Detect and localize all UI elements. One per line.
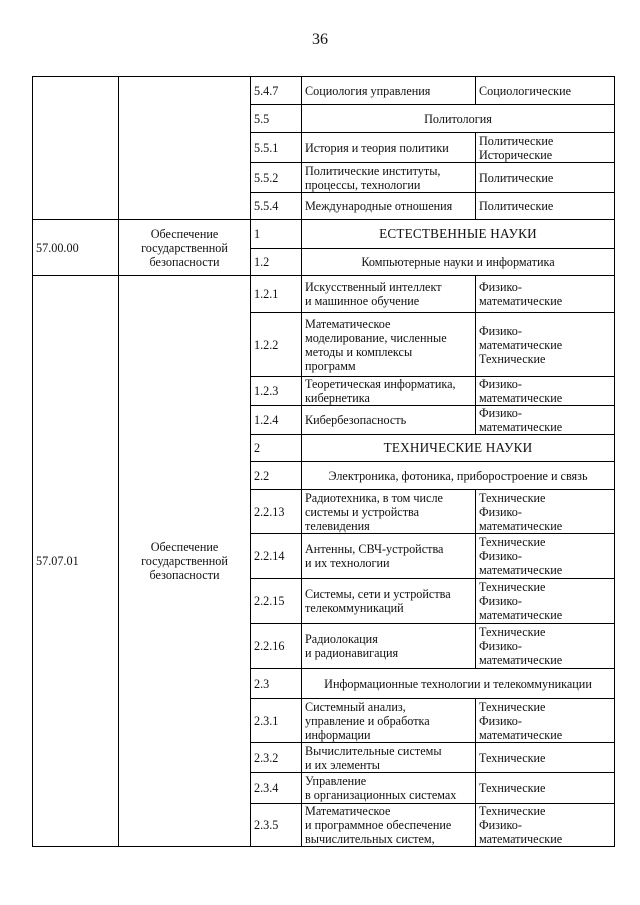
specialty-name-cell: Радиолокация и радионавигация <box>302 624 476 669</box>
code-cell: 2.3.4 <box>251 773 302 804</box>
code-cell: 2.2.15 <box>251 579 302 624</box>
code-cell: 2 <box>251 435 302 462</box>
specialty-name-cell: Системный анализ, управление и обработка информации <box>302 699 476 743</box>
group-specialty-cell <box>119 77 251 220</box>
science-branch-cell: Физико- математические Технические <box>476 313 615 377</box>
code-cell: 1 <box>251 220 302 249</box>
specialty-name-cell: Управление в организационных системах <box>302 773 476 804</box>
code-cell: 5.4.7 <box>251 77 302 105</box>
code-cell: 2.2.14 <box>251 534 302 579</box>
science-branch-cell: Технические Физико- математические <box>476 579 615 624</box>
table-row <box>33 220 615 249</box>
science-branch-cell: Социологические <box>476 77 615 105</box>
code-cell: 1.2.3 <box>251 377 302 406</box>
code-cell: 5.5.4 <box>251 193 302 220</box>
code-cell: 2.3.5 <box>251 804 302 847</box>
science-branch-cell: Технические Физико- математические <box>476 534 615 579</box>
science-group-heading: Политология <box>302 105 615 133</box>
code-cell: 2.2 <box>251 462 302 490</box>
science-branch-cell: Политические Исторические <box>476 133 615 163</box>
science-group-heading: Информационные технологии и телекоммуникации <box>302 669 615 699</box>
specialty-name-cell: Искусственный интеллект и машинное обучение <box>302 276 476 313</box>
science-branch-cell: Физико- математические <box>476 377 615 406</box>
science-group-heading: Компьютерные науки и информатика <box>302 249 615 276</box>
science-branch-cell: Технические Физико- математические <box>476 490 615 534</box>
science-branch-cell: Политические <box>476 163 615 193</box>
table-row <box>33 77 615 105</box>
specialty-name-cell: Социология управления <box>302 77 476 105</box>
code-cell: 1.2.4 <box>251 406 302 435</box>
code-cell: 5.5.2 <box>251 163 302 193</box>
specialties-table <box>32 76 615 847</box>
table-row <box>33 276 615 313</box>
code-cell: 1.2 <box>251 249 302 276</box>
science-area-heading: ТЕХНИЧЕСКИЕ НАУКИ <box>302 435 615 462</box>
science-branch-cell: Технические Физико- математические <box>476 699 615 743</box>
code-cell: 1.2.1 <box>251 276 302 313</box>
code-cell: 5.5 <box>251 105 302 133</box>
science-branch-cell: Политические <box>476 193 615 220</box>
specialty-name-cell: Политические институты, процессы, технологии <box>302 163 476 193</box>
specialty-name-cell: Антенны, СВЧ-устройства и их технологии <box>302 534 476 579</box>
specialty-name-cell: Международные отношения <box>302 193 476 220</box>
science-branch-cell: Технические <box>476 743 615 773</box>
code-cell: 2.2.13 <box>251 490 302 534</box>
science-branch-cell: Технические Физико- математические <box>476 624 615 669</box>
table-body <box>33 77 615 847</box>
specialty-name-cell: История и теория политики <box>302 133 476 163</box>
group-specialty-cell: Обеспечение государственной безопасности <box>119 276 251 847</box>
science-branch-cell: Технические <box>476 773 615 804</box>
group-code-cell: 57.07.01 <box>33 276 119 847</box>
specialty-name-cell: Математическое моделирование, численные методы и комплексы программ <box>302 313 476 377</box>
code-cell: 2.3.2 <box>251 743 302 773</box>
science-branch-cell: Технические Физико- математические <box>476 804 615 847</box>
group-code-cell <box>33 77 119 220</box>
science-area-heading: ЕСТЕСТВЕННЫЕ НАУКИ <box>302 220 615 249</box>
specialty-name-cell: Радиотехника, в том числе системы и устройства телевидения <box>302 490 476 534</box>
specialty-name-cell: Теоретическая информатика, кибернетика <box>302 377 476 406</box>
specialty-name-cell: Системы, сети и устройства телекоммуникаций <box>302 579 476 624</box>
specialty-name-cell: Вычислительные системы и их элементы <box>302 743 476 773</box>
code-cell: 2.3.1 <box>251 699 302 743</box>
code-cell: 2.2.16 <box>251 624 302 669</box>
code-cell: 1.2.2 <box>251 313 302 377</box>
science-branch-cell: Физико- математические <box>476 276 615 313</box>
specialty-name-cell: Математическое и программное обеспечение вычислительных систем, <box>302 804 476 847</box>
science-branch-cell: Физико- математические <box>476 406 615 435</box>
code-cell: 5.5.1 <box>251 133 302 163</box>
code-cell: 2.3 <box>251 669 302 699</box>
specialty-name-cell: Кибербезопасность <box>302 406 476 435</box>
group-specialty-cell: Обеспечение государственной безопасности <box>119 220 251 276</box>
science-group-heading: Электроника, фотоника, приборостроение и связь <box>302 462 615 490</box>
page-number: 36 <box>312 31 328 48</box>
group-code-cell: 57.00.00 <box>33 220 119 276</box>
